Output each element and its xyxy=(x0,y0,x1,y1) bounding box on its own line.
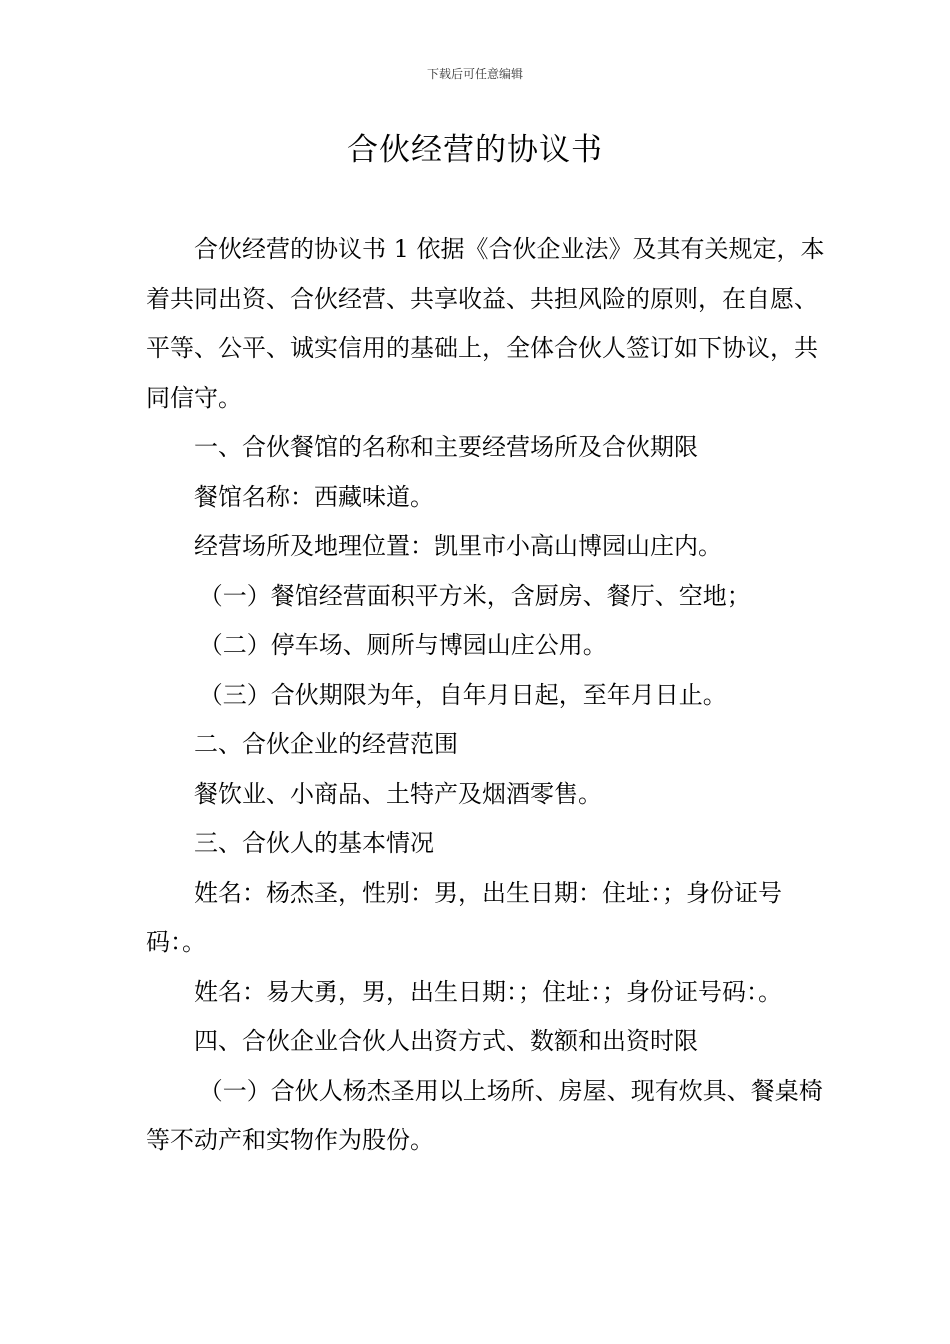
section-heading-4: 四、合伙企业合伙人出资方式、数额和出资时限 xyxy=(194,1027,698,1055)
paragraph-partner-2: 姓名：易大勇，男，出生日期：；住址：；身份证号码：。 xyxy=(194,977,782,1006)
paragraph-location: 经营场所及地理位置：凯里市小高山博园山庄内。 xyxy=(194,532,722,560)
paragraph-item-contribution: （一）合伙人杨杰圣用以上场所、房屋、现有炊具、餐桌椅等不动产和实物作为股份。 xyxy=(146,1076,823,1154)
section-heading-2: 二、合伙企业的经营范围 xyxy=(194,730,458,758)
paragraph-partner-1: 姓名：杨杰圣，性别：男，出生日期：住址：；身份证号码：。 xyxy=(146,878,782,956)
section-heading-1: 一、合伙餐馆的名称和主要经营场所及合伙期限 xyxy=(194,433,698,461)
document-body xyxy=(146,225,836,1166)
section-heading-3: 三、合伙人的基本情况 xyxy=(194,829,434,857)
paragraph-business-scope: 餐饮业、小商品、土特产及烟酒零售。 xyxy=(194,779,602,808)
document-title: 合伙经营的协议书 xyxy=(347,132,603,168)
paragraph-item-area: （一）餐馆经营面积平方米，含厨房、餐厅、空地； xyxy=(198,581,751,610)
header-note: 下载后可任意编辑 xyxy=(426,67,523,81)
paragraph-restaurant-name: 餐馆名称：西藏味道。 xyxy=(194,482,434,511)
paragraph-item-parking: （二）停车场、厕所与博园山庄公用。 xyxy=(198,631,607,659)
paragraph-item-term: （三）合伙期限为年，自年月日起，至年月日止。 xyxy=(198,680,727,709)
paragraph-intro: 合伙经营的协议书 1 依据《合伙企业法》及其有关规定，本着共同出资、合伙经营、共享收益、共担风险的原则，在自愿、平等、公平、诚实信用的基础上，全体合伙人签订如下协议，共同信守。 xyxy=(146,235,825,412)
